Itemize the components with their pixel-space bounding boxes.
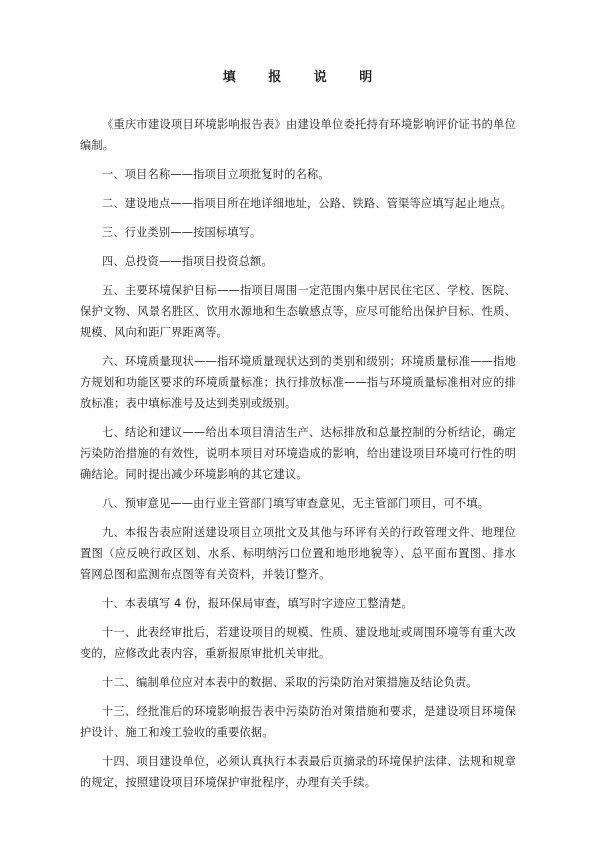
paragraph-item-7: 七、结论和建议——给出本项目清洁生产、达标排放和总量控制的分析结论，确定污染防治措施的有效性，说明本项目对环境造成的影响，给出建设项目环境可行性的明确结论。同时提出减少环境影响的其它建议。 [80, 426, 516, 481]
paragraph-item-4: 四、总投资——指项目投资总额。 [102, 255, 273, 268]
paragraph-item-5: 五、主要环境保护目标——指项目周围一定范围内集中居民住宅区、学校、医院、保护文物、风景名胜区、饮用水源地和生态敏感点等，应尽可能给出保护目标、性质、规模、风向和距厂界距离等。 [80, 284, 516, 339]
page-title: 填 报 说 明 [222, 70, 387, 85]
paragraph-item-1: 一、项目名称——指项目立项批复时的名称。 [102, 168, 330, 181]
paragraph-item-10: 十、本表填写 4 份，报环保局审查，填写时字迹应工整清楚。 [102, 597, 413, 610]
paragraph-item-2: 二、建设地点——指项目所在地详细地址，公路、铁路、管渠等应填写起止地点。 [102, 197, 512, 210]
paragraph-item-12: 十二、编制单位应对本表中的数据、采取的污染防治对策措施及结论负责。 [102, 676, 478, 689]
paragraph-intro: 《重庆市建设项目环境影响报告表》由建设单位委托持有环境影响评价证书的单位编制。 [80, 118, 516, 152]
paragraph-item-3: 三、行业类别——按国标填写。 [102, 226, 262, 239]
paragraph-item-13: 十三、经批准后的环境影响报告表中污染防治对策措施和要求，是建设项目环境保护设计、施工和竣工验收的重要依据。 [80, 705, 516, 739]
paragraph-item-8: 八、预审意见——由行业主管部门填写审查意见，无主管部门项目，可不填。 [102, 497, 490, 510]
paragraph-item-9: 九、本报告表应附送建设项目立项批文及其他与环评有关的行政管理文件、地理位置图（应反映行政区划、水系、标明纳污口位置和地形地貌等）、总平面布置图、排水管网总图和监测布点图等有关资料，并装订整齐。 [80, 526, 516, 581]
paragraph-item-6: 六、环境质量现状——指环境质量现状达到的类别和级别；环境质量标准——指地方规划和功能区要求的环境质量标准；执行排放标准——指与环境质量标准相对应的排放标准；表中填标准号及达到类别或级别。 [80, 355, 516, 410]
instructions-body [80, 114, 516, 801]
paragraph-item-14: 十四、项目建设单位，必须认真执行本表最后页摘录的环境保护法律、法规和规章的规定，按照建设项目环境保护审批程序，办理有关手续。 [80, 755, 516, 789]
paragraph-item-11: 十一、此表经审批后，若建设项目的规模、性质、建设地址或周围环境等有重大改变的，应修改此表内容，重新报原审批机关审批。 [80, 626, 516, 660]
